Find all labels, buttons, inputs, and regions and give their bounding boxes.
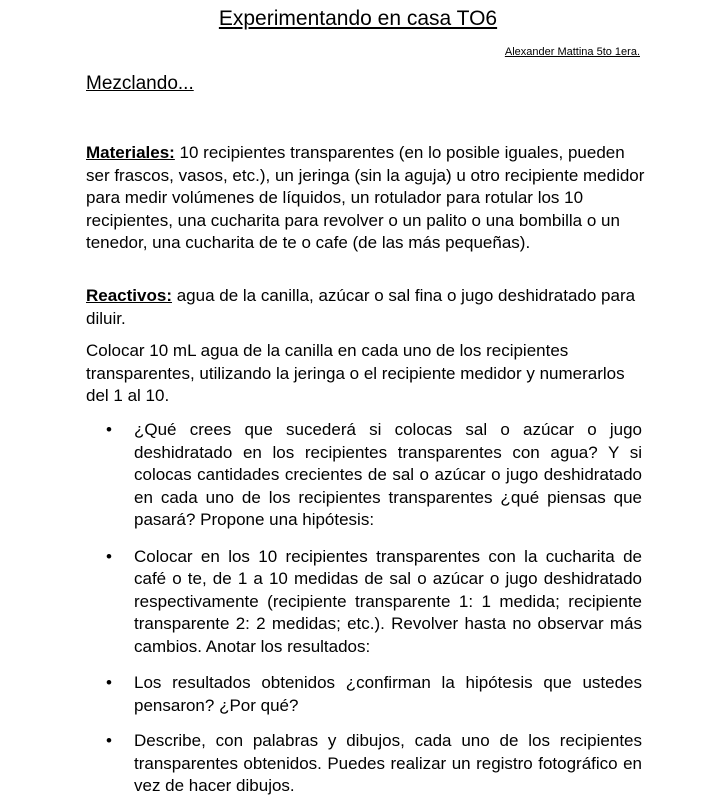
reactivos-text: agua de la canilla, azúcar o sal fina o jugo deshidratado para diluir. [86,286,636,328]
bullet-icon: • [106,420,112,439]
bullet-icon: • [106,731,112,750]
list-item [86,546,642,659]
materiales-label: Materiales: [86,143,175,162]
procedure-paragraph: Colocar 10 mL agua de la canilla en cada uno de los recipientes transparentes, utilizando la jeringa o el recipiente medidor y numerarlos del 1 al 10. [86,341,625,405]
list-item [86,419,642,532]
list-item [86,730,642,798]
bullet-icon: • [106,546,112,566]
page-title: Experimentando en casa TO6 [218,7,498,30]
list-item-text: Colocar en los 10 recipientes transparentes con la cucharita de café o te, de 1 a 10 medidas de sal o azúcar o jugo deshidratado respectivamente (recipiente transparente 1: 1 medida; recipiente transparente 2: 2 medidas; etc.). Revolver hasta no observar más cambios. Anotar los resultados: [134,546,642,656]
author-line: Alexander Mattina 5to 1era. [504,46,640,58]
bullet-icon: • [106,673,112,692]
materiales-paragraph [86,142,646,255]
reactivos-label: Reactivos: [86,286,172,305]
list-item-text: Describe, con palabras y dibujos, cada uno de los recipientes transparentes obtenidos. Puedes realizar un registro fotográfico en vez de hacer dibujos. [134,731,642,795]
materiales-text: 10 recipientes transparentes (en lo posible iguales, pueden ser frascos, vasos, etc.), un jeringa (sin la aguja) u otro recipiente medidor para medir volúmenes de líquidos, un rotulador para rotular los 10 recipientes, una cucharita para revolver o un palito o una bombilla o un tenedor, una cucharita de te o cafe (de las más pequeñas). [86,143,645,252]
section-subtitle: Mezclando... [86,73,194,94]
list-item [86,672,642,717]
list-item-text: ¿Qué crees que sucederá si colocas sal o azúcar o jugo deshidratado en los recipientes transparentes con agua? Y si colocas cantidades crecientes de sal o azúcar o jugo deshidratado en cada uno de los recipientes transparentes ¿qué piensas que pasará? Propone una hipótesis: [134,420,642,529]
question-list [86,419,642,798]
list-item-text: Los resultados obtenidos ¿confirman la hipótesis que ustedes pensaron? ¿Por qué? [134,673,642,715]
reactivos-paragraph [86,285,646,330]
